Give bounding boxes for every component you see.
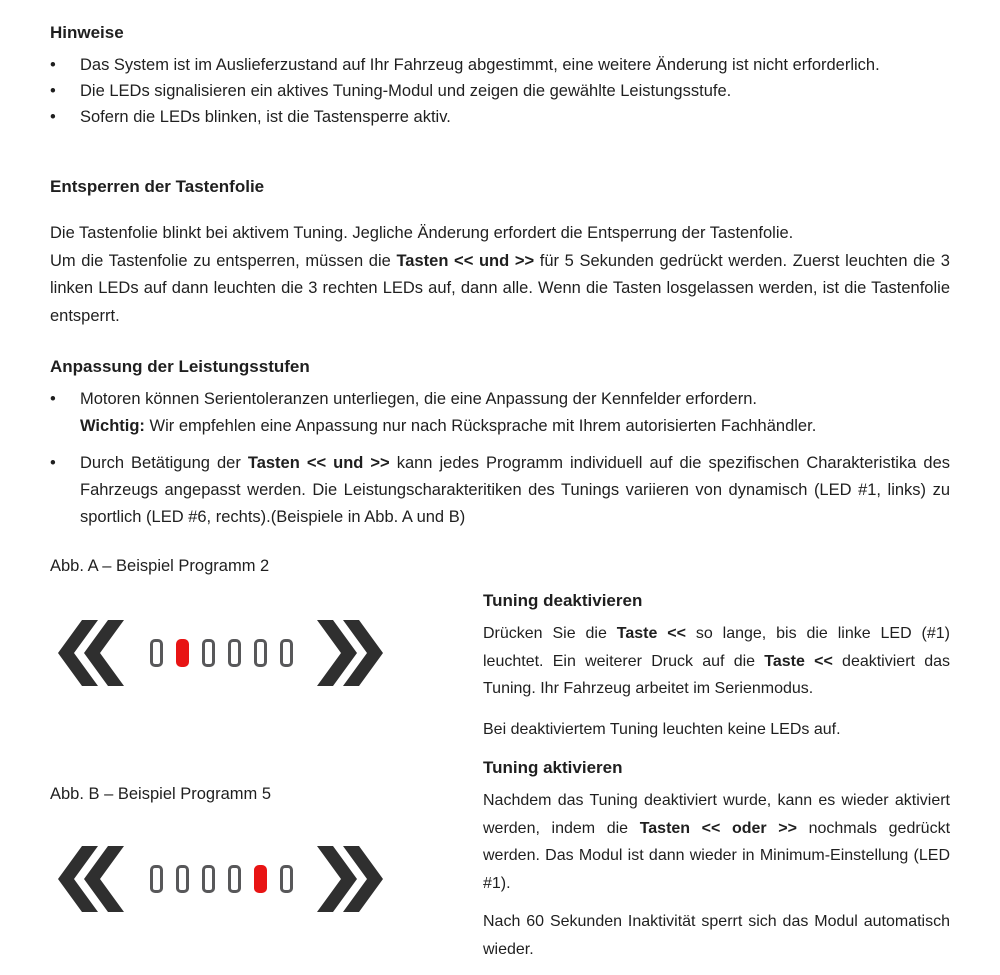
chevron-left-icon xyxy=(58,620,124,686)
list-item xyxy=(50,450,950,531)
section-title-entsperren: Entsperren der Tastenfolie xyxy=(50,177,265,196)
bold-text: Tasten << und >> xyxy=(247,454,390,472)
led-1-inactive xyxy=(150,639,163,667)
text-segment: Motoren können Serientoleranzen unterliegen, die eine Anpassung der Kennfelder erfordern. xyxy=(80,390,757,408)
section-entsperren xyxy=(50,176,950,330)
text-segment: deaktiviert das Tuning. Ihr Fahrzeug arbeitet im Serienmodus. xyxy=(483,652,950,697)
led-3-inactive xyxy=(202,865,215,893)
list-item-text: Das System ist im Auslieferzustand auf Ihr Fahrzeug abgestimmt, eine weitere Änderung ist nicht erforderlich. xyxy=(80,56,880,74)
text-line xyxy=(80,413,950,440)
bullet-marker: • xyxy=(50,56,56,74)
entsperren-paragraph xyxy=(50,220,950,330)
section-title-tuning-deaktivieren: Tuning deaktivieren xyxy=(483,591,643,610)
tuning-deaktivieren-paragraph xyxy=(483,620,950,703)
bold-text: Taste << xyxy=(764,652,833,670)
bold-text: Tasten << oder >> xyxy=(639,819,797,837)
list-item xyxy=(50,78,950,104)
text-segment: Durch Betätigung der xyxy=(80,454,248,472)
paragraph-text xyxy=(50,248,950,331)
bullet-marker: • xyxy=(50,108,56,126)
led-strip-program-2 xyxy=(150,639,293,667)
bold-text: Wichtig: xyxy=(80,417,145,435)
chevron-right-icon xyxy=(317,620,383,686)
figure-b-led-display xyxy=(58,846,383,912)
led-4-inactive xyxy=(228,865,241,893)
bullet-marker: • xyxy=(50,82,56,100)
bold-text: Tasten << und >> xyxy=(396,251,535,270)
section-title-hinweise: Hinweise xyxy=(50,23,124,42)
led-5-inactive xyxy=(254,639,267,667)
list-item-text: Sofern die LEDs blinken, ist die Tastensperre aktiv. xyxy=(80,108,451,126)
section-title-anpassung: Anpassung der Leistungsstufen xyxy=(50,357,310,376)
text-segment: Um die Tastenfolie zu entsperren, müssen die xyxy=(50,251,397,270)
led-4-inactive xyxy=(228,639,241,667)
anpassung-bullet-list xyxy=(50,386,950,531)
led-6-inactive xyxy=(280,865,293,893)
list-item-text xyxy=(80,386,950,440)
bullet-marker: • xyxy=(50,390,56,408)
text-segment: Nachdem das Tuning deaktiviert wurde, kann es wieder aktiviert werden, indem die xyxy=(483,792,950,837)
text-segment: so lange, bis die linke LED (#1) leuchtet. Ein weiterer Druck auf die xyxy=(483,625,951,670)
led-strip-program-5 xyxy=(150,865,293,893)
paragraph-line: Die Tastenfolie blinkt bei aktivem Tuning. Jegliche Änderung erfordert die Entsperrung der Tastenfolie. xyxy=(50,224,794,242)
figure-a-label: Abb. A – Beispiel Programm 2 xyxy=(50,557,270,575)
led-6-inactive xyxy=(280,639,293,667)
tuning-aktivieren-note: Nach 60 Sekunden Inaktivität sperrt sich das Modul automatisch wieder. xyxy=(483,913,950,958)
bullet-marker: • xyxy=(50,454,56,472)
led-2-active xyxy=(176,639,189,667)
figure-a-led-display xyxy=(58,620,383,686)
tuning-aktivieren-paragraph xyxy=(483,787,950,897)
figure-b-label: Abb. B – Beispiel Programm 5 xyxy=(50,785,272,803)
list-item-text xyxy=(80,450,950,531)
chevron-left-icon xyxy=(58,846,124,912)
hinweise-bullet-list xyxy=(50,52,950,130)
list-item xyxy=(50,386,950,440)
led-2-inactive xyxy=(176,865,189,893)
section-anpassung xyxy=(50,356,950,531)
led-3-inactive xyxy=(202,639,215,667)
list-item xyxy=(50,52,950,78)
list-item-text: Die LEDs signalisieren ein aktives Tuning-Modul und zeigen die gewählte Leistungsstufe. xyxy=(80,82,732,100)
section-hinweise xyxy=(50,22,950,130)
text-segment: kann jedes Programm individuell auf die spezifischen Charakteristika des Fahrzeugs angepasst werden. Die Leistungscharakteritiken des Tunings variieren von dynamisch (LED #1, links) zu sportlich (LED #6, rechts).(Beispiele in Abb. A und B) xyxy=(80,454,950,526)
led-5-active xyxy=(254,865,267,893)
chevron-right-icon xyxy=(317,846,383,912)
text-segment: für 5 Sekunden gedrückt werden. Zuerst leuchten die 3 linken LEDs auf dann leuchten die 3 rechten LEDs auf, dann alle. Wenn die Tasten losgelassen werden, ist die Tastenfolie entsperrt. xyxy=(50,251,950,325)
led-1-inactive xyxy=(150,865,163,893)
bold-text: Taste << xyxy=(616,625,686,642)
section-title-tuning-aktivieren: Tuning aktivieren xyxy=(483,758,623,777)
list-item xyxy=(50,104,950,130)
text-segment: nochmals gedrückt werden. Das Modul ist dann wieder in Minimum-Einstellung (LED #1). xyxy=(483,819,951,892)
tuning-deaktivieren-note: Bei deaktiviertem Tuning leuchten keine LEDs auf. xyxy=(483,720,841,738)
text-segment: Drücken Sie die xyxy=(483,625,617,642)
right-column xyxy=(483,590,950,963)
text-segment: Wir empfehlen eine Anpassung nur nach Rücksprache mit Ihrem autorisierten Fachhändler. xyxy=(144,417,817,435)
